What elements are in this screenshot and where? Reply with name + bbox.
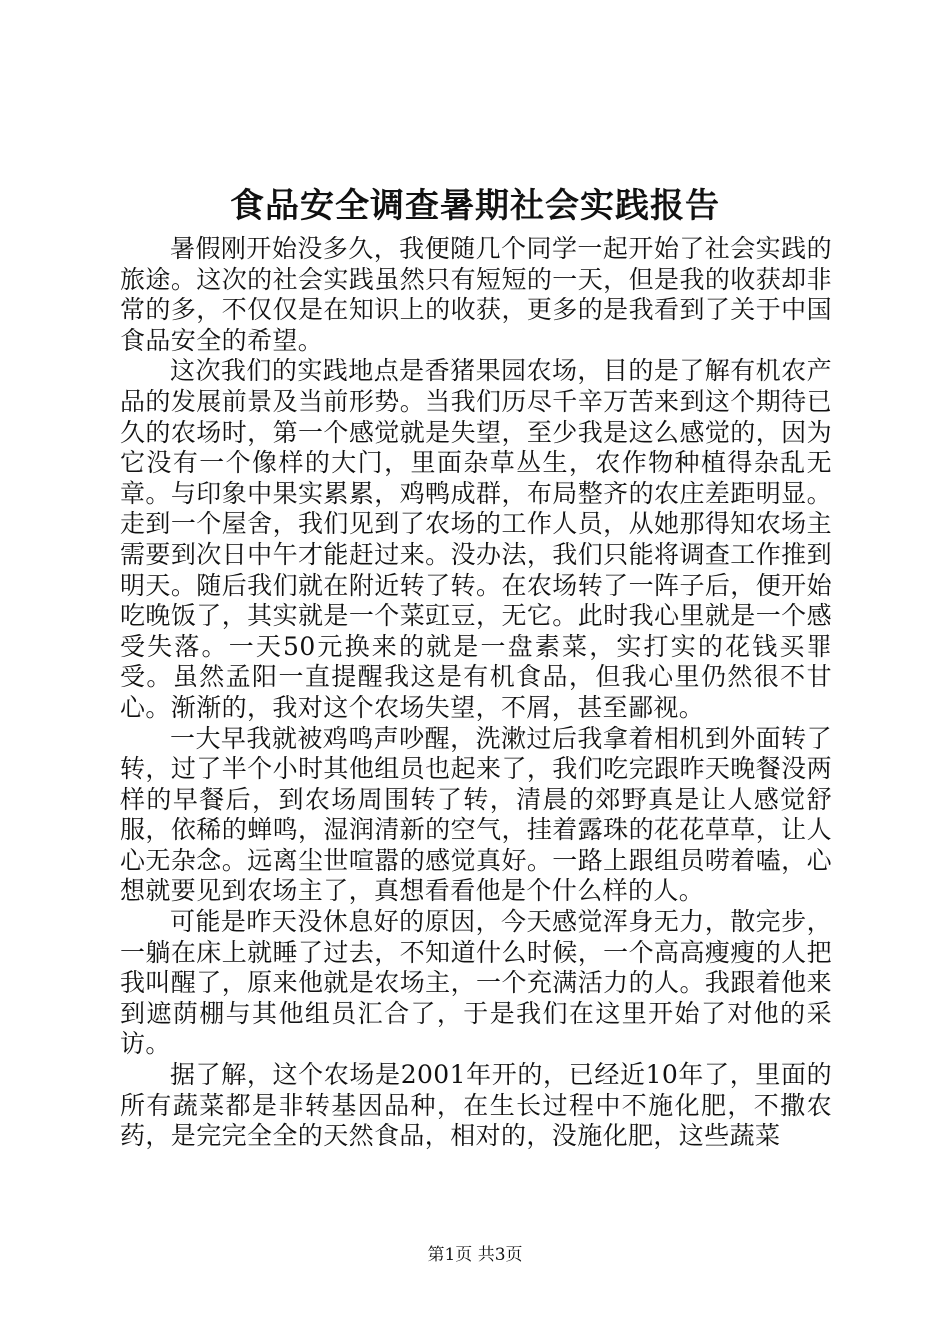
document-body: [120, 234, 832, 1152]
document-title: 食品安全调查暑期社会实践报告: [230, 186, 720, 226]
paragraph: 可能是昨天没休息好的原因，今天感觉浑身无力，散完步，一躺在床上就睡了过去，不知道什么时候，一个高高瘦瘦的人把我叫醒了，原来他就是农场主，一个充满活力的人。我跟着他来到遮荫棚与其他组员汇合了，于是我们在这里开始了对他的采访。: [120, 907, 832, 1059]
page-number-footer: 第1页 共3页: [427, 1245, 523, 1265]
paragraph: 一大早我就被鸡鸣声吵醒，洗漱过后我拿着相机到外面转了转，过了半个小时其他组员也起来了，我们吃完跟昨天晚餐没两样的早餐后，到农场周围转了转，清晨的郊野真是让人感觉舒服，依稀的蝉鸣，湿润清新的空气，挂着露珠的花花草草，让人心无杂念。远离尘世喧嚣的感觉真好。一路上跟组员唠着嗑，心想就要见到农场主了，真想看看他是个什么样的人。: [120, 723, 832, 906]
paragraph: 这次我们的实践地点是香猪果园农场，目的是了解有机农产品的发展前景及当前形势。当我们历尽千辛万苦来到这个期待已久的农场时，第一个感觉就是失望，至少我是这么感觉的，因为它没有一个像样的大门，里面杂草丛生，农作物种植得杂乱无章。与印象中果实累累，鸡鸭成群，布局整齐的农庄差距明显。走到一个屋舍，我们见到了农场的工作人员，从她那得知农场主需要到次日中午才能赶过来。没办法，我们只能将调查工作推到明天。随后我们就在附近转了转。在农场转了一阵子后，便开始吃晚饭了，其实就是一个菜豇豆，无它。此时我心里就是一个感受失落。一天50元换来的就是一盘素菜，实打实的花钱买罪受。虽然孟阳一直提醒我这是有机食品，但我心里仍然很不甘心。渐渐的，我对这个农场失望，不屑，甚至鄙视。: [120, 356, 832, 722]
paragraph: 据了解，这个农场是2001年开的，已经近10年了，里面的所有蔬菜都是非转基因品种，在生长过程中不施化肥，不撒农药，是完完全全的天然食品，相对的，没施化肥，这些蔬菜: [120, 1060, 832, 1151]
paragraph: 暑假刚开始没多久，我便随几个同学一起开始了社会实践的旅途。这次的社会实践虽然只有短短的一天，但是我的收获却非常的多，不仅仅是在知识上的收获，更多的是我看到了关于中国食品安全的希望。: [120, 234, 832, 355]
